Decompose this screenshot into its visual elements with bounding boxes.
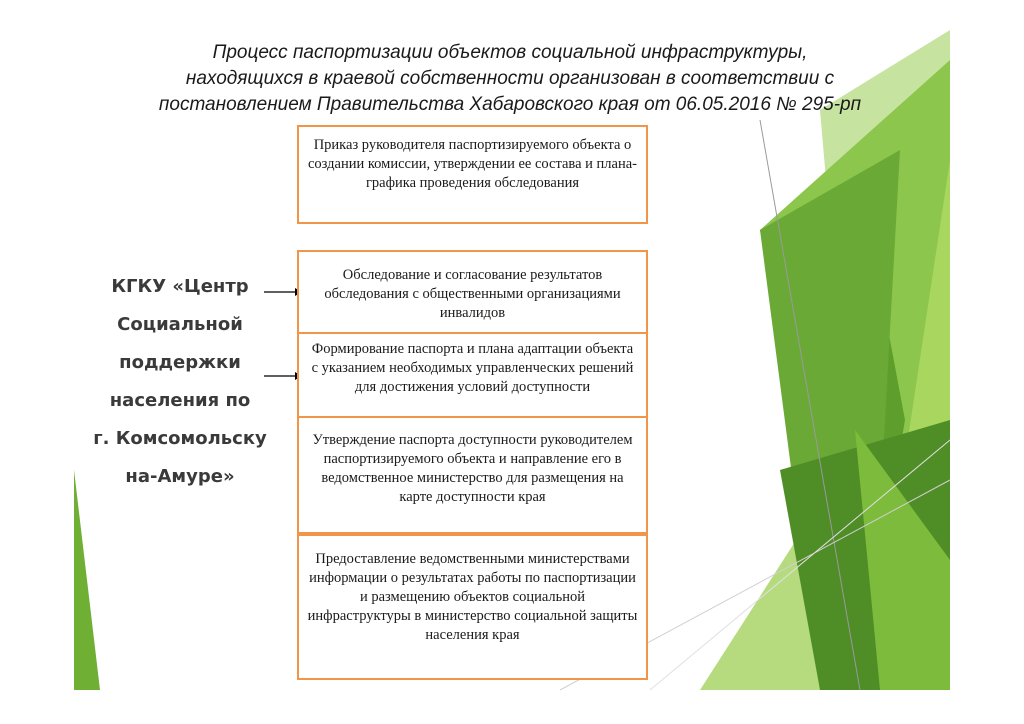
process-step-1: Приказ руководителя паспортизируемого объекта о создании комиссии, утверждении ее состава и плана-графика проведения обследования [297,125,648,224]
organization-line: поддержки [119,352,241,373]
process-step-3: Формирование паспорта и плана адаптации объекта с указанием необходимых управленческих решений для достижения условий доступности [297,332,648,418]
organization-line: г. Комсомольску [93,428,267,449]
organization-label [70,268,290,496]
page-title [100,40,920,118]
organization-line: на-Амуре» [125,466,235,487]
title-line: находящихся в краевой собственности организован в соответствии с [185,68,835,89]
process-step-4: Утверждение паспорта доступности руководителем паспортизируемого объекта и направление его в ведомственное министерство для размещения на карте доступности края [297,416,648,534]
left-green-triangle [74,470,100,690]
title-line: Процесс паспортизации объектов социальной инфраструктуры, [212,42,808,63]
process-step-5: Предоставление ведомственными министерствами информации о результатах работы по паспортизации и размещению объектов социальной инфраструктуры в министерство социальной защиты населения края [297,534,648,680]
organization-line: КГКУ «Центр [111,276,249,297]
organization-line: населения по [109,390,251,411]
title-line: постановлением Правительства Хабаровского края от 06.05.2016 № 295-рп [158,94,862,115]
process-step-2: Обследование и согласование результатов обследования с общественными организациями инвалидов [297,250,648,334]
organization-line: Социальной [117,314,243,335]
